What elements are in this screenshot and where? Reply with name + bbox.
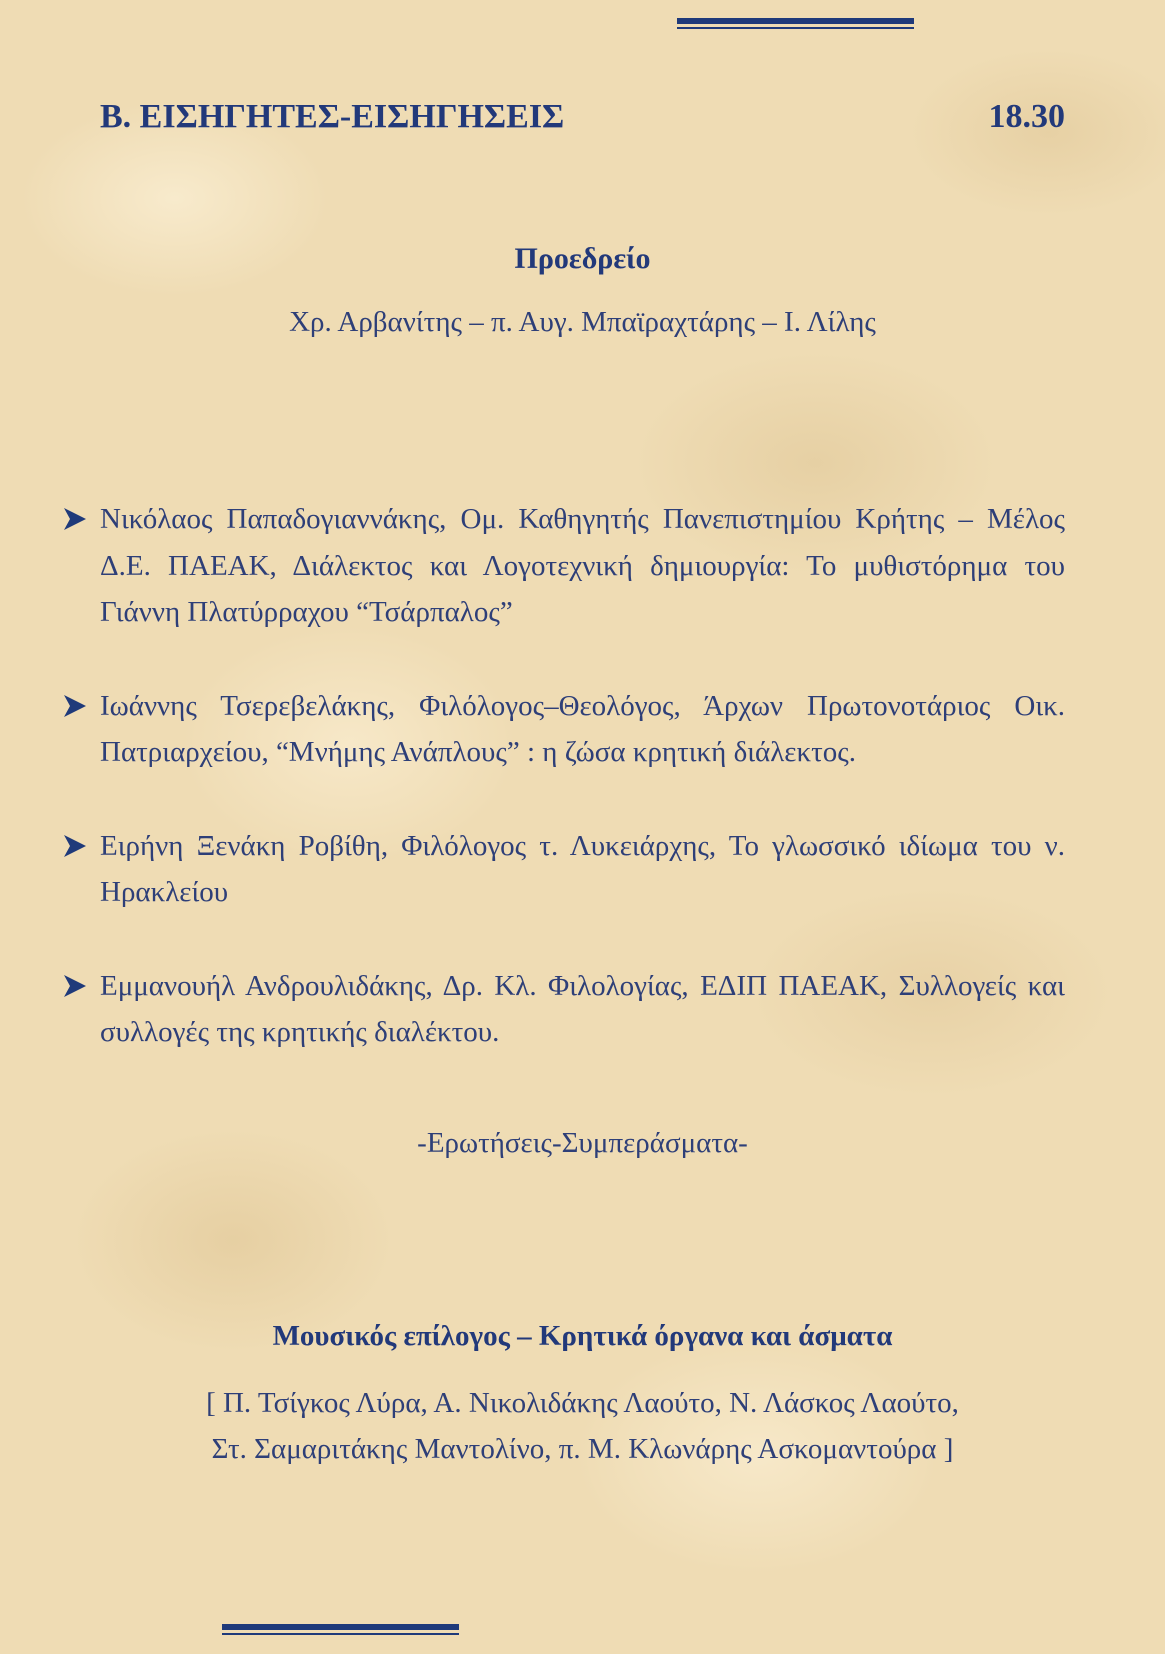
top-decorative-rule bbox=[677, 18, 914, 29]
list-item bbox=[62, 496, 1065, 636]
list-item bbox=[62, 823, 1065, 916]
arrowhead-bullet-icon bbox=[62, 963, 88, 1009]
speaker-text: Εμμανουήλ Ανδρουλιδάκης, Δρ. Κλ. Φιλολογίας, ΕΔΙΠ ΠΑΕΑΚ, Συλλογείς και συλλογές της κρητικής διαλέκτου. bbox=[100, 969, 1065, 1048]
speaker-text: Ειρήνη Ξενάκη Ροβίθη, Φιλόλογος τ. Λυκειάρχης, Το γλωσσικό ιδίωμα του ν. Ηρακλείου bbox=[100, 829, 1065, 908]
section-header bbox=[100, 98, 1065, 136]
presidium-title: Προεδρείο bbox=[514, 242, 651, 275]
musicians-line-2: Στ. Σαμαριτάκης Μαντολίνο, π. Μ. Κλωνάρης Ασκομαντούρα ] bbox=[211, 1433, 954, 1465]
musicians-line-1: [ Π. Τσίγκος Λύρα, Α. Νικολιδάκης Λαούτο, Ν. Λάσκος Λαούτο, bbox=[206, 1387, 959, 1419]
epilogue-title: Μουσικός επίλογος – Κρητικά όργανα και άσματα bbox=[272, 1320, 893, 1352]
speakers-list bbox=[62, 496, 1065, 1056]
speaker-text: Νικόλαος Παπαδογιαννάκης, Ομ. Καθηγητής Πανεπιστημίου Κρήτης – Μέλος Δ.Ε. ΠΑΕΑΚ, Διάλεκτος και Λογοτεχνική δημιουργία: Το μυθιστόρημα του Γιάννη Πλατύρραχου “Τσάρπαλος” bbox=[100, 503, 1065, 628]
speaker-text: Ιωάννης Τσερεβελάκης, Φιλόλογος–Θεολόγος, Άρχων Πρωτονοτάριος Οικ. Πατριαρχείου, “Μνήμης Ανάπλους” : η ζώσα κρητική διάλεκτος. bbox=[100, 689, 1065, 768]
section-title: Β. ΕΙΣΗΓΗΤΕΣ-ΕΙΣΗΓΗΣΕΙΣ bbox=[100, 98, 565, 135]
questions-conclusions: -Ερωτήσεις-Συμπεράσματα- bbox=[417, 1127, 748, 1159]
arrowhead-bullet-icon bbox=[62, 683, 88, 729]
musicians-block bbox=[0, 1380, 1165, 1472]
list-item bbox=[62, 683, 1065, 776]
presidium-members: Χρ. Αρβανίτης – π. Αυγ. Μπαϊραχτάρης – Ι. Λίλης bbox=[289, 306, 876, 338]
bottom-decorative-rule bbox=[222, 1624, 459, 1635]
arrowhead-bullet-icon bbox=[62, 496, 88, 542]
arrowhead-bullet-icon bbox=[62, 823, 88, 869]
list-item bbox=[62, 963, 1065, 1056]
session-time: 18.30 bbox=[988, 98, 1065, 135]
